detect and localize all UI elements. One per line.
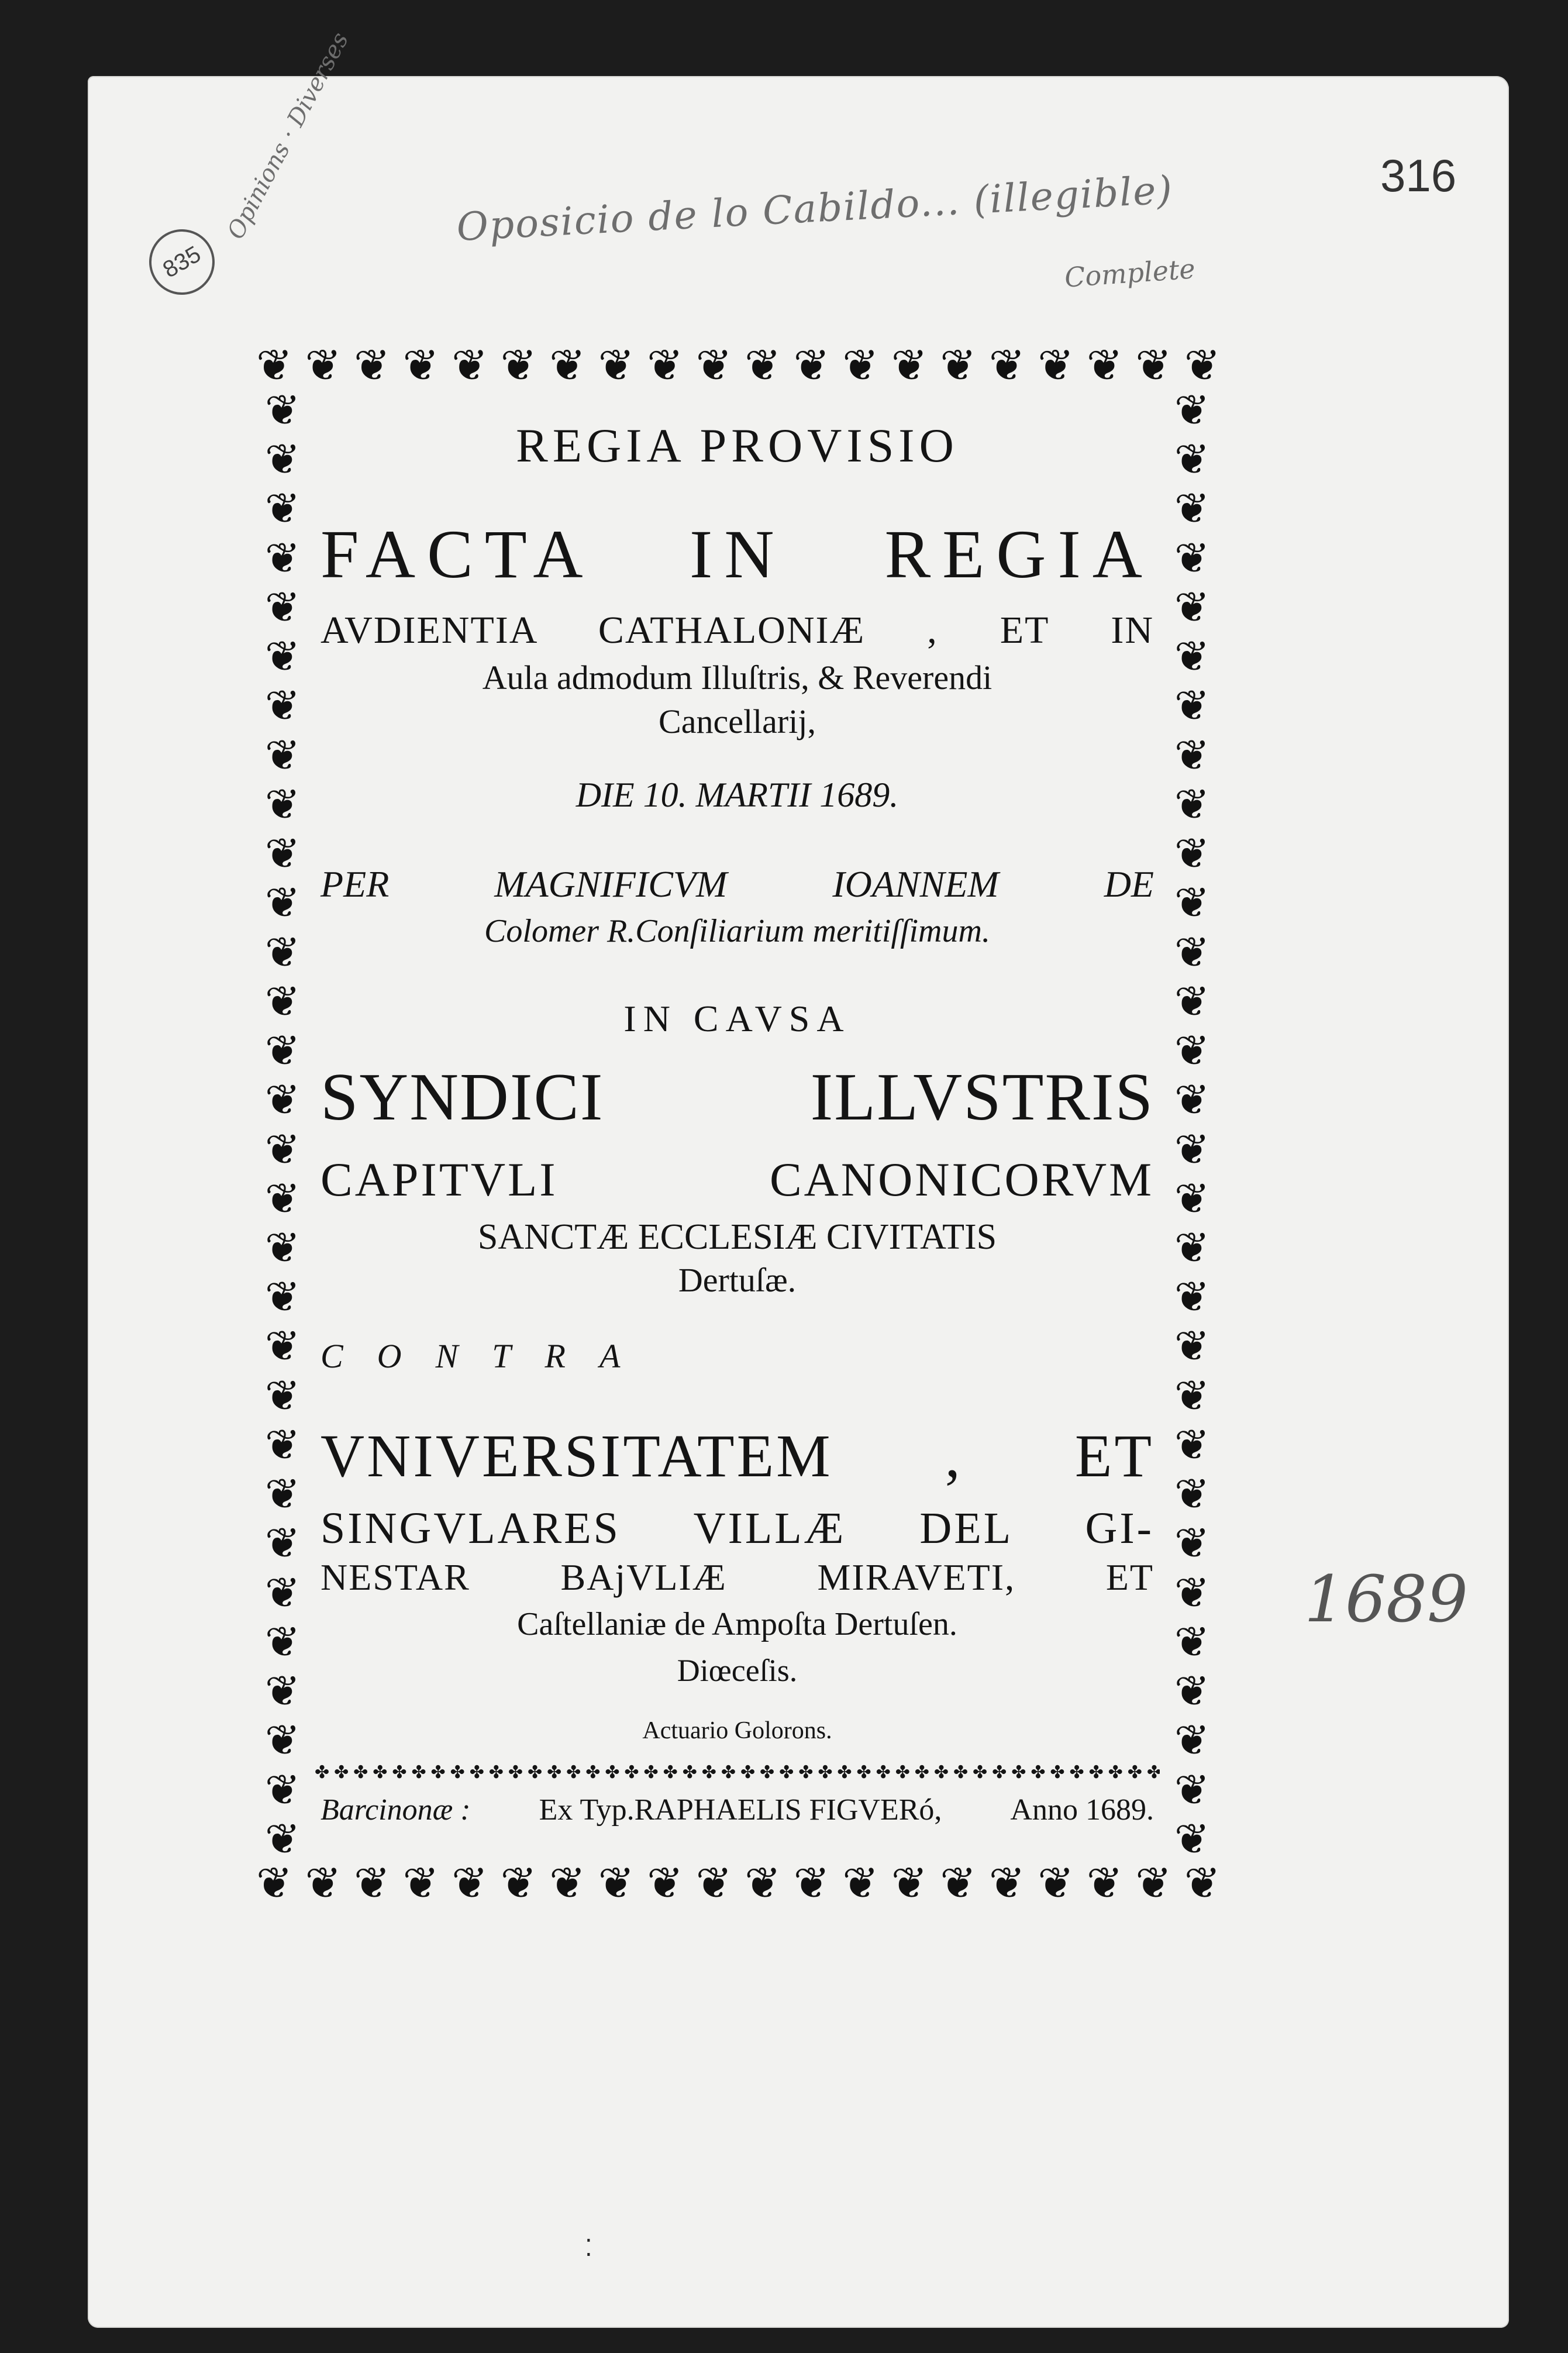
contra-line: CONTRA [321, 1337, 654, 1375]
border-ornament: ❦ [264, 976, 301, 1026]
border-ornament: ❦ [264, 1567, 301, 1617]
border-ornament: ❦ [1038, 340, 1072, 391]
border-ornament: ❦ [1174, 829, 1210, 879]
border-ornament: ❦ [549, 340, 584, 391]
title-page-text [315, 406, 1160, 1842]
border-ornament: ❦ [1174, 484, 1210, 533]
border-ornament: ❦ [354, 340, 388, 391]
border-ornament: ❦ [1174, 1518, 1210, 1568]
border-bottom [256, 1860, 1218, 1907]
handwritten-note-side: Opinions · Diverses [222, 27, 354, 244]
border-ornament: ❦ [1174, 1272, 1210, 1322]
border-ornament: ❦ [354, 1858, 388, 1908]
border-ornament: ❦ [842, 1858, 877, 1908]
border-ornament: ❦ [1174, 1173, 1210, 1223]
border-ornament: ❦ [264, 1222, 301, 1272]
title-line-12: SANCTÆ ECCLESIÆ CIVITATIS [477, 1217, 997, 1257]
title-line-19: Diœceſis. [677, 1653, 798, 1688]
border-top [256, 342, 1218, 389]
border-ornament: ❦ [256, 1858, 291, 1908]
circled-number: 835 [137, 218, 227, 307]
border-ornament: ❦ [264, 730, 301, 780]
border-ornament: ❦ [1086, 1858, 1121, 1908]
border-ornament: ❦ [1174, 779, 1210, 829]
border-ornament: ❦ [1174, 533, 1210, 583]
border-ornament: ❦ [452, 340, 486, 391]
border-ornament: ❦ [1174, 730, 1210, 780]
title-line-13: Dertuſæ. [678, 1261, 797, 1299]
title-line-11: CAPITVLI CANONICORVM [321, 1153, 1154, 1206]
border-ornament: ❦ [1174, 582, 1210, 632]
border-ornament: ❦ [1174, 1075, 1210, 1125]
folio-number: 316 [1380, 150, 1457, 201]
border-ornament: ❦ [1174, 1814, 1210, 1863]
ornamental-rule: ✤ ✤ ✤ ✤ ✤ ✤ ✤ ✤ ✤ ✤ ✤ ✤ ✤ ✤ ✤ ✤ ✤ ✤ ✤ ✤ ✤ ✤ ✤ ✤ ✤ ✤ ✤ ✤ ✤ ✤ ✤ ✤ ✤ ✤ ✤ ✤ ✤ ✤ ✤ ✤ ✤ ✤ ✤ ✤ [315, 1762, 1160, 1779]
border-ornament: ❦ [305, 340, 339, 391]
border-ornament: ❦ [1174, 878, 1210, 928]
border-ornament: ❦ [1135, 340, 1170, 391]
border-ornament: ❦ [500, 340, 535, 391]
border-ornament: ❦ [1174, 1222, 1210, 1272]
border-ornament: ❦ [264, 533, 301, 583]
border-ornament: ❦ [264, 1173, 301, 1223]
border-ornament: ❦ [452, 1858, 486, 1908]
border-ornament: ❦ [745, 1858, 779, 1908]
border-ornament: ❦ [1174, 1567, 1210, 1617]
imprint-line [321, 1793, 1154, 1827]
border-ornament: ❦ [305, 1858, 339, 1908]
title-line-3: AVDIENTIA CATHALONIÆ , ET IN [321, 609, 1154, 652]
border-ornament: ❦ [264, 632, 301, 681]
border-ornament: ❦ [264, 1272, 301, 1322]
border-ornament: ❦ [695, 1858, 730, 1908]
border-ornament: ❦ [647, 340, 681, 391]
border-ornament: ❦ [402, 1858, 437, 1908]
border-ornament: ❦ [598, 340, 632, 391]
border-ornament: ❦ [1174, 632, 1210, 681]
border-ornament: ❦ [1174, 1321, 1210, 1371]
border-ornament: ❦ [1174, 1026, 1210, 1076]
actuary-line: Actuario Golorons. [642, 1717, 832, 1744]
border-ornament: ❦ [264, 1075, 301, 1125]
border-ornament: ❦ [1174, 927, 1210, 977]
title-line-2: FACTA IN REGIA [321, 516, 1154, 592]
border-left [256, 385, 309, 1863]
title-line-8: Colomer R.Conſiliarium meritiſſimum. [484, 913, 990, 949]
border-ornament: ❦ [793, 1858, 828, 1908]
title-line-4: Aula admodum Illuſtris, & Reverendi [482, 659, 993, 697]
border-ornament: ❦ [1174, 1617, 1210, 1666]
border-ornament: ❦ [1174, 1666, 1210, 1716]
handwritten-note-complete: Complete [1063, 253, 1197, 294]
border-ornament: ❦ [264, 1124, 301, 1174]
border-right [1166, 385, 1218, 1863]
border-ornament: ❦ [264, 1420, 301, 1469]
border-ornament: ❦ [940, 1858, 974, 1908]
border-ornament: ❦ [891, 340, 925, 391]
border-ornament: ❦ [793, 340, 828, 391]
border-ornament: ❦ [500, 1858, 535, 1908]
border-ornament: ❦ [402, 340, 437, 391]
border-ornament: ❦ [264, 1370, 301, 1420]
border-ornament: ❦ [264, 1518, 301, 1568]
border-ornament: ❦ [940, 340, 974, 391]
ornamental-frame [256, 342, 1218, 1907]
handwritten-note-top: Oposicio de lo Cabildo... (illegible) [455, 167, 1174, 250]
title-line-7: PER MAGNIFICVM IOANNEM DE [321, 863, 1154, 905]
border-ornament: ❦ [988, 340, 1023, 391]
title-line-5: Cancellarij, [659, 702, 816, 740]
border-ornament: ❦ [842, 340, 877, 391]
border-ornament: ❦ [1184, 1858, 1218, 1908]
border-ornament: ❦ [1184, 340, 1218, 391]
title-line-16: SINGVLARES VILLÆ DEL GI- [321, 1504, 1154, 1553]
border-ornament: ❦ [264, 1814, 301, 1863]
border-ornament: ❦ [264, 1715, 301, 1765]
imprint-year: Anno 1689. [1010, 1793, 1154, 1827]
imprint-place: Barcinonæ : [321, 1793, 471, 1827]
border-ornament: ❦ [264, 681, 301, 731]
border-ornament: ❦ [264, 1666, 301, 1716]
ink-specks: ⁚ [585, 2235, 592, 2261]
border-ornament: ❦ [1135, 1858, 1170, 1908]
border-ornament: ❦ [264, 1765, 301, 1814]
border-ornament: ❦ [1174, 1420, 1210, 1469]
border-ornament: ❦ [695, 340, 730, 391]
border-ornament: ❦ [1174, 1715, 1210, 1765]
border-ornament: ❦ [1174, 976, 1210, 1026]
border-ornament: ❦ [549, 1858, 584, 1908]
border-ornament: ❦ [891, 1858, 925, 1908]
border-ornament: ❦ [264, 878, 301, 928]
border-ornament: ❦ [264, 1469, 301, 1519]
title-line-18: Caſtellaniæ de Ampoſta Dertuſen. [517, 1606, 957, 1642]
border-ornament: ❦ [264, 1617, 301, 1666]
border-ornament: ❦ [1086, 340, 1121, 391]
border-ornament: ❦ [598, 1858, 632, 1908]
border-ornament: ❦ [264, 927, 301, 977]
border-ornament: ❦ [264, 1026, 301, 1076]
border-ornament: ❦ [256, 340, 291, 391]
border-ornament: ❦ [1174, 1124, 1210, 1174]
border-ornament: ❦ [1174, 1469, 1210, 1519]
border-ornament: ❦ [264, 435, 301, 484]
border-ornament: ❦ [1174, 1765, 1210, 1814]
border-ornament: ❦ [264, 484, 301, 533]
border-ornament: ❦ [1174, 385, 1210, 435]
handwritten-year: 1689 [1304, 1562, 1468, 1637]
border-ornament: ❦ [1038, 1858, 1072, 1908]
date-line: DIE 10. MARTII 1689. [575, 776, 899, 814]
border-ornament: ❦ [264, 385, 301, 435]
title-line-10: SYNDICI ILLVSTRIS [321, 1060, 1154, 1135]
border-ornament: ❦ [264, 779, 301, 829]
border-ornament: ❦ [745, 340, 779, 391]
title-line-15: VNIVERSITATEM , ET [321, 1422, 1154, 1490]
border-ornament: ❦ [647, 1858, 681, 1908]
border-ornament: ❦ [1174, 1370, 1210, 1420]
border-ornament: ❦ [264, 829, 301, 879]
border-ornament: ❦ [988, 1858, 1023, 1908]
title-line-1: REGIA PROVISIO [516, 419, 959, 472]
title-line-17: NESTAR BAjVLIÆ MIRAVETI, ET [321, 1556, 1154, 1598]
border-ornament: ❦ [264, 1321, 301, 1371]
border-ornament: ❦ [264, 582, 301, 632]
border-ornament: ❦ [1174, 681, 1210, 731]
imprint-printer: Ex Typ.RAPHAELIS FIGVERó, [539, 1793, 942, 1827]
border-ornament: ❦ [1174, 435, 1210, 484]
title-line-9: IN CAVSA [623, 998, 851, 1039]
